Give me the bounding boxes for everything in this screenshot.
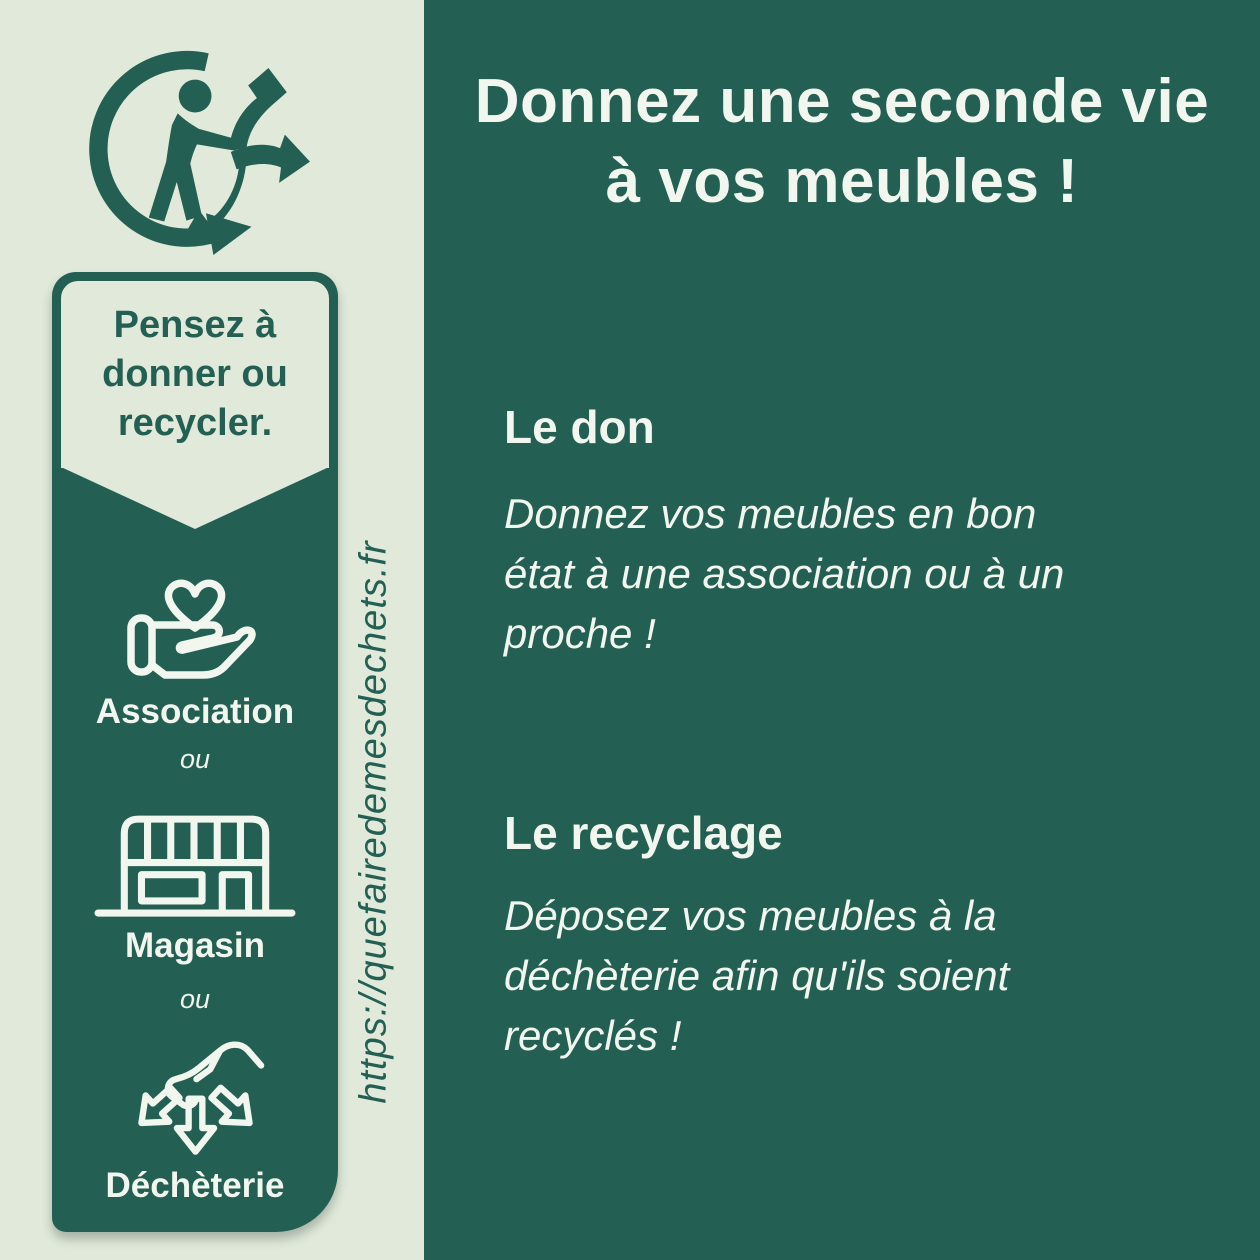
section-don-body-line-2: état à une association ou à un bbox=[504, 550, 1065, 597]
info-panel bbox=[424, 0, 1260, 1260]
section-recyclage-body-line-2: déchèterie afin qu'ils soient bbox=[504, 952, 1010, 999]
heart-in-hand-icon bbox=[125, 554, 265, 684]
page-title bbox=[424, 62, 1260, 222]
section-don-heading: Le don bbox=[504, 401, 655, 453]
banner-title-line-3: recycler. bbox=[117, 402, 273, 444]
banner-title-line-2: donner ou bbox=[102, 353, 288, 395]
section-don-body-line-3: proche ! bbox=[504, 610, 656, 657]
banner-chevron bbox=[61, 467, 329, 529]
waste-sorting-icon bbox=[124, 1038, 266, 1170]
section-recyclage-body-line-3: recyclés ! bbox=[504, 1012, 682, 1059]
banner-title-line-1: Pensez à bbox=[113, 304, 277, 346]
section-recyclage-heading: Le recyclage bbox=[504, 807, 783, 859]
section-recyclage-body-line-1: Déposez vos meubles à la bbox=[504, 892, 997, 939]
triman-recycling-logo-icon bbox=[82, 42, 314, 264]
separator-ou-1: ou bbox=[179, 744, 211, 774]
decheterie-label: Déchèterie bbox=[105, 1166, 285, 1205]
association-label: Association bbox=[95, 692, 295, 731]
storefront-icon bbox=[94, 806, 296, 919]
donation-banner bbox=[52, 272, 338, 1232]
banner-title bbox=[102, 301, 288, 448]
page-title-line-1: Donnez une seconde vie bbox=[474, 67, 1210, 136]
magasin-label: Magasin bbox=[124, 926, 266, 965]
page-title-line-2: à vos meubles ! bbox=[605, 147, 1079, 216]
separator-ou-2: ou bbox=[179, 984, 211, 1014]
banner-top-panel bbox=[61, 281, 329, 468]
section-don-body bbox=[504, 484, 1064, 664]
website-url-vertical: https://quefairedemesdechets.fr bbox=[352, 540, 395, 1104]
section-don-body-line-1: Donnez vos meubles en bon bbox=[504, 490, 1037, 537]
section-recyclage-body bbox=[504, 886, 1009, 1066]
